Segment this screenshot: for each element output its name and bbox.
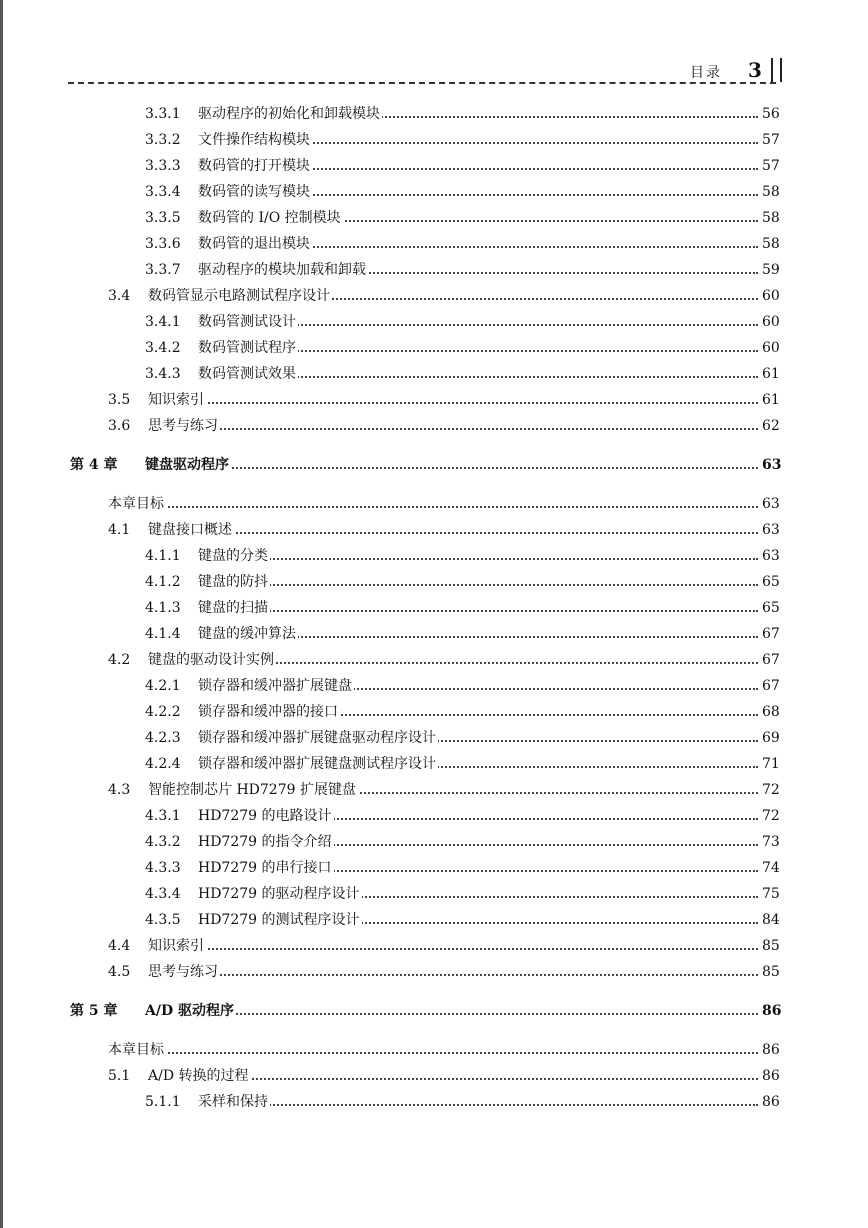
toc-entry	[0, 233, 868, 255]
toc-entry-number: 4.3.1	[145, 808, 181, 824]
toc-entry	[0, 1039, 868, 1061]
toc-entry-number: 3.4.1	[145, 314, 181, 330]
toc-dot-leader	[148, 974, 758, 976]
toc-entry	[0, 389, 868, 411]
toc-entry-page: 73	[760, 831, 780, 853]
toc-entry	[0, 753, 868, 775]
toc-entry-number: 4.5	[108, 964, 131, 980]
toc-entry-title: 数码管的读写模块	[198, 181, 312, 203]
toc-entry	[0, 883, 868, 905]
toc-entry-number: 3.3.2	[145, 132, 181, 148]
toc-entry-title: A/D 驱动程序	[145, 1000, 236, 1022]
toc-entry-title: 采样和保持	[198, 1091, 270, 1113]
toc-entry-page: 62	[760, 415, 780, 437]
toc-entry-page: 86	[760, 1065, 780, 1087]
toc-entry	[0, 779, 868, 801]
toc-entry-number: 4.2.1	[145, 678, 181, 694]
toc-entry-page: 63	[760, 519, 780, 541]
toc-entry-number: 4.2.2	[145, 704, 181, 720]
toc-entry-title: 知识索引	[148, 389, 206, 411]
toc-entry-page: 72	[760, 779, 780, 801]
toc-entry	[0, 415, 868, 437]
toc-entry-page: 86	[760, 1000, 781, 1022]
toc-entry-page: 68	[760, 701, 780, 723]
toc-entry-number: 第 4 章	[70, 457, 118, 473]
toc-entry-page: 65	[760, 571, 780, 593]
toc-entry-page: 58	[760, 207, 780, 229]
toc-entry	[0, 311, 868, 333]
toc-entry-title: A/D 转换的过程	[148, 1065, 251, 1087]
toc-entry	[0, 857, 868, 879]
toc-entry-number: 4.1.3	[145, 600, 181, 616]
toc-entry-page: 71	[760, 753, 780, 775]
header-title: 目录	[690, 65, 722, 81]
toc-entry-title: 数码管的打开模块	[198, 155, 312, 177]
toc-entry-page: 57	[760, 155, 780, 177]
toc-entry-page: 63	[760, 493, 780, 515]
toc-dot-leader	[198, 558, 758, 560]
toc-entry-number: 3.3.1	[145, 106, 181, 122]
toc-entry-page: 60	[760, 311, 780, 333]
toc-entry-number: 3.3.3	[145, 158, 181, 174]
toc-entry	[0, 623, 868, 645]
toc-entry-title: 智能控制芯片 HD7279 扩展键盘	[148, 779, 358, 801]
toc-entry-title: 知识索引	[148, 935, 206, 957]
toc-entry-number: 3.6	[108, 418, 131, 434]
toc-entry-number: 4.1.2	[145, 574, 181, 590]
toc-entry	[0, 181, 868, 203]
toc-entry-title: 文件操作结构模块	[198, 129, 312, 151]
toc-entry-title: 键盘的扫描	[198, 597, 270, 619]
toc-entry-page: 59	[760, 259, 780, 281]
toc-entry-number: 4.1.4	[145, 626, 181, 642]
toc-entry-page: 63	[760, 454, 781, 476]
toc-entry-page: 60	[760, 337, 780, 359]
toc-entry-page: 85	[760, 961, 780, 983]
toc-dot-leader	[148, 402, 758, 404]
toc-dot-leader	[198, 1104, 758, 1106]
toc-entry-number: 3.3.5	[145, 210, 181, 226]
toc-entry	[0, 155, 868, 177]
toc-entry-title: 锁存器和缓冲器扩展键盘测试程序设计	[198, 753, 438, 775]
toc-dot-leader	[145, 467, 758, 469]
toc-entry-title: HD7279 的电路设计	[198, 805, 334, 827]
toc-entry-page: 86	[760, 1091, 780, 1113]
toc-entry-page: 84	[760, 909, 780, 931]
toc-entry-page: 72	[760, 805, 780, 827]
toc-entry-number: 4.4	[108, 938, 131, 954]
toc-entry-title: 键盘的防抖	[198, 571, 270, 593]
toc-entry-page: 57	[760, 129, 780, 151]
toc-entry	[0, 1065, 868, 1087]
toc-entry-title: 数码管测试效果	[198, 363, 298, 385]
toc-entry	[0, 363, 868, 385]
toc-entry	[0, 337, 868, 359]
toc-entry	[0, 545, 868, 567]
toc-entry-title: HD7279 的驱动程序设计	[198, 883, 362, 905]
toc-entry-title: 键盘接口概述	[148, 519, 234, 541]
toc-entry	[0, 831, 868, 853]
toc-entry	[0, 597, 868, 619]
toc-entry-number: 4.3.5	[145, 912, 181, 928]
toc-entry-title: 键盘的驱动设计实例	[148, 649, 276, 671]
toc-entry-number: 第 5 章	[70, 1003, 118, 1019]
toc-entry	[0, 493, 868, 515]
toc-entry-page: 67	[760, 623, 780, 645]
header-double-bar	[771, 58, 782, 82]
toc-dot-leader	[198, 610, 758, 612]
header-page-number: 3	[748, 58, 762, 82]
toc-dot-leader	[198, 584, 758, 586]
toc-entry-title: 数码管测试程序	[198, 337, 298, 359]
toc-entry	[0, 727, 868, 749]
toc-entry	[0, 961, 868, 983]
toc-entry-title: 锁存器和缓冲器的接口	[198, 701, 340, 723]
toc-entry-title: 键盘的缓冲算法	[198, 623, 298, 645]
toc-entry-title: 键盘驱动程序	[145, 454, 231, 476]
toc-entry	[0, 129, 868, 151]
toc-entry-page: 65	[760, 597, 780, 619]
toc-entry-number: 3.3.6	[145, 236, 181, 252]
toc-entry-title: 思考与练习	[148, 961, 220, 983]
toc-entry-page: 85	[760, 935, 780, 957]
toc-entry-page: 58	[760, 233, 780, 255]
toc-entry	[0, 805, 868, 827]
toc-entry-number: 4.3.3	[145, 860, 181, 876]
toc-entry-number: 4.2	[108, 652, 131, 668]
toc-entry-title: 驱动程序的模块加载和卸载	[198, 259, 368, 281]
toc-entry-title: 本章目标	[108, 493, 166, 515]
toc-dot-leader	[108, 506, 758, 508]
toc-entry-title: 数码管显示电路测试程序设计	[148, 285, 332, 307]
toc-entry	[0, 935, 868, 957]
toc-dot-leader	[108, 1052, 758, 1054]
toc-entry	[0, 909, 868, 931]
toc-entry-number: 3.4.3	[145, 366, 181, 382]
toc-entry-page: 60	[760, 285, 780, 307]
toc-entry	[0, 701, 868, 723]
toc-entry	[0, 571, 868, 593]
toc-entry-title: 锁存器和缓冲器扩展键盘	[198, 675, 354, 697]
toc-entry-number: 3.3.7	[145, 262, 181, 278]
toc-entry	[0, 1091, 868, 1113]
toc-entry	[0, 285, 868, 307]
toc-entry-title: 数码管的退出模块	[198, 233, 312, 255]
toc-entry	[0, 207, 868, 229]
toc-entry-page: 67	[760, 675, 780, 697]
toc-entry-page: 74	[760, 857, 780, 879]
toc-chapter-entry	[0, 1000, 868, 1022]
header-dashed-rule	[68, 82, 776, 84]
toc-dot-leader	[145, 1013, 758, 1015]
toc-entry-number: 3.3.4	[145, 184, 181, 200]
toc-entry	[0, 675, 868, 697]
toc-entry-title: 本章目标	[108, 1039, 166, 1061]
toc-entry	[0, 259, 868, 281]
toc-entry-title: 数码管测试设计	[198, 311, 298, 333]
toc-entry-number: 4.1	[108, 522, 131, 538]
toc-entry-number: 4.1.1	[145, 548, 181, 564]
toc-entry-number: 4.3.4	[145, 886, 181, 902]
toc-entry-title: HD7279 的测试程序设计	[198, 909, 362, 931]
toc-entry-number: 5.1	[108, 1068, 131, 1084]
toc-entry-page: 58	[760, 181, 780, 203]
toc-entry-number: 5.1.1	[145, 1094, 181, 1110]
toc-entry-page: 61	[760, 363, 780, 385]
toc-entry-page: 75	[760, 883, 780, 905]
toc-entry-title: 键盘的分类	[198, 545, 270, 567]
toc-entry-title: 数码管的 I/O 控制模块	[198, 207, 343, 229]
toc-dot-leader	[148, 948, 758, 950]
toc-entry-number: 4.3	[108, 782, 131, 798]
toc-entry-page: 86	[760, 1039, 780, 1061]
toc-entry-number: 4.2.3	[145, 730, 181, 746]
toc-entry-title: 锁存器和缓冲器扩展键盘驱动程序设计	[198, 727, 438, 749]
toc-entry-title: 驱动程序的初始化和卸载模块	[198, 103, 382, 125]
toc-entry-title: HD7279 的指令介绍	[198, 831, 334, 853]
toc-entry-page: 56	[760, 103, 780, 125]
toc-entry-number: 3.4.2	[145, 340, 181, 356]
toc-dot-leader	[148, 428, 758, 430]
toc-entry-number: 3.5	[108, 392, 131, 408]
toc-entry-title: 思考与练习	[148, 415, 220, 437]
toc-entry	[0, 103, 868, 125]
toc-entry-page: 69	[760, 727, 780, 749]
toc-entry-number: 4.2.4	[145, 756, 181, 772]
toc-entry	[0, 519, 868, 541]
toc-entry-page: 61	[760, 389, 780, 411]
toc-entry-page: 67	[760, 649, 780, 671]
toc-entry-page: 63	[760, 545, 780, 567]
toc-chapter-entry	[0, 454, 868, 476]
toc-dot-leader	[148, 532, 758, 534]
toc-entry-title: HD7279 的串行接口	[198, 857, 334, 879]
toc-entry-number: 3.4	[108, 288, 131, 304]
toc-entry-number: 4.3.2	[145, 834, 181, 850]
toc-entry	[0, 649, 868, 671]
